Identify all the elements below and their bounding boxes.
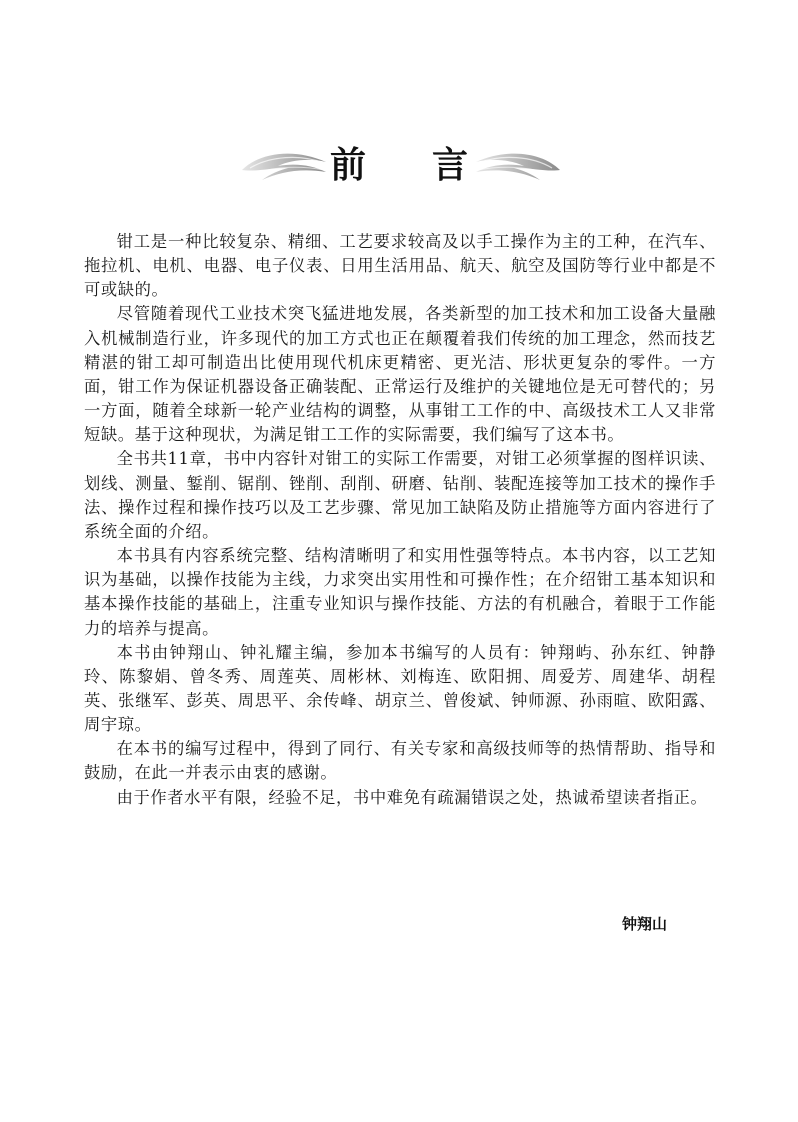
preface-heading — [0, 140, 798, 190]
paragraph-5: 本书由钟翔山、钟礼耀主编，参加本书编写的人员有：钟翔屿、孙东红、钟静玲、陈黎娟、曾冬秀、周莲英、周彬林、刘梅连、欧阳拥、周爱芳、周建华、胡程英、张继军、彭英、周思平、余传峰、胡京兰、曾俊斌、钟师源、孙雨暄、欧阳露、周宇琼。 — [84, 642, 716, 735]
paragraph-2: 尽管随着现代工业技术突飞猛进地发展，各类新型的加工技术和加工设备大量融入机械制造行业，许多现代的加工方式也正在颠覆着我们传统的加工理念，然而技艺精湛的钳工却可制造出比使用现代机床更精密、更光洁、形状更复杂的零件。一方面，钳工作为保证机器设备正确装配、正常运行及维护的关键地位是无可替代的；另一方面，随着全球新一轮产业结构的调整，从事钳工工作的中、高级技术工人又非常短缺。基于这种现状，为满足钳工工作的实际需要，我们编写了这本书。 — [84, 304, 716, 445]
heading-char-1: 前 — [330, 144, 367, 186]
paragraph-3: 全书共11章，书中内容针对钳工的实际工作需要，对钳工必须掌握的图样识读、划线、测量、錾削、锯削、锉削、刮削、研磨、钻削、装配连接等加工技术的操作手法、操作过程和操作技巧以及工艺步骤、常见加工缺陷及防止措施等方面内容进行了系统全面的介绍。 — [84, 449, 716, 541]
paragraph-6: 在本书的编写过程中，得到了同行、有关专家和高级技师等的热情帮助、指导和鼓励，在此一并表示由衷的感谢。 — [84, 739, 716, 783]
right-leaf-ornament-icon — [474, 146, 562, 184]
heading-char-2: 言 — [432, 144, 469, 186]
author-signature: 钟翔山 — [622, 915, 668, 933]
paragraph-7: 由于作者水平有限，经验不足，书中难免有疏漏错误之处，热诚希望读者指正。 — [116, 787, 708, 807]
left-leaf-ornament-icon — [240, 146, 328, 184]
paragraph-4: 本书具有内容系统完整、结构清晰明了和实用性强等特点。本书内容，以工艺知识为基础，以操作技能为主线，力求突出实用性和可操作性；在介绍钳工基本知识和基本操作技能的基础上，注重专业知识与操作技能、方法的有机融合，着眼于工作能力的培养与提高。 — [84, 546, 716, 638]
preface-body — [84, 230, 716, 810]
paragraph-1: 钳工是一种比较复杂、精细、工艺要求较高及以手工操作为主的工种，在汽车、拖拉机、电机、电器、电子仪表、日用生活用品、航天、航空及国防等行业中都是不可或缺的。 — [84, 232, 716, 300]
